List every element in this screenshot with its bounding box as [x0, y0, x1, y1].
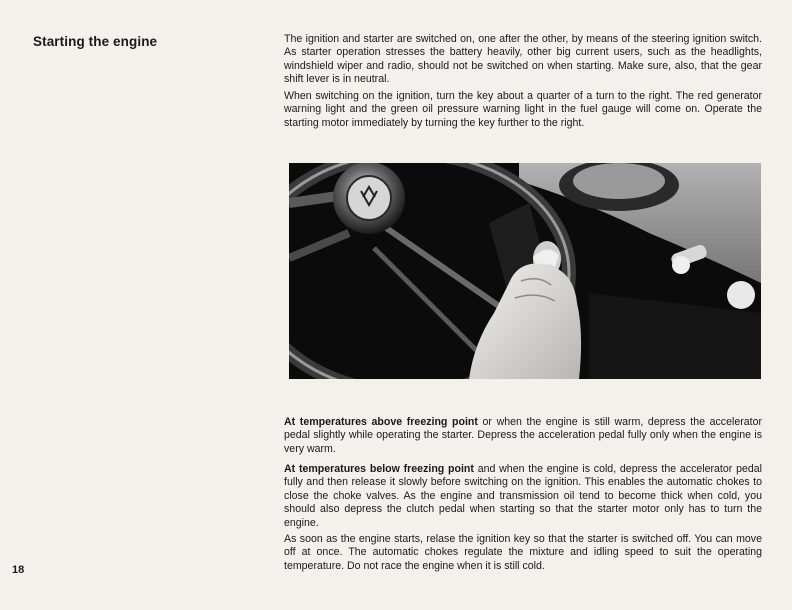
paragraph-ignition-starter: The ignition and starter are switched on, one after the other, by means of the steering ignition switch. As starter operation stresses the battery heavily, other big current users, such as the headlights, windshield wiper and radio, should not be switched on when starting. Make sure, also, that the gear shift lever is in neutral. — [284, 33, 762, 86]
section-heading: Starting the engine — [33, 34, 158, 49]
photo-ignition-key — [289, 163, 761, 379]
ignition-photo-illustration — [289, 163, 761, 379]
paragraph-above-freezing-text: or when the engine is still warm, depress the accelerator pedal slightly while operating the starter. Depress the acceleration pedal fully only when the engine is very warm. — [284, 416, 762, 455]
paragraph-below-freezing-text: and when the engine is cold, depress the accelerator pedal fully and then release it slowly before switching on the ignition. This enables the automatic chokes to close the choke valves. As the engine and transmission oil tend to become thick when cold, you should also depress the clutch pedal when starting so that the starter motor only has to turn the engine. — [284, 463, 762, 529]
paragraph-below-freezing — [284, 463, 762, 530]
bold-lead-below-freezing: At temperatures below freezing point — [284, 463, 474, 475]
paragraph-engine-starts: As soon as the engine starts, relase the ignition key so that the starter is switched off. You can move off at once. The automatic chokes regulate the mixture and idling speed to suit the operating temperature. Do not race the engine when it is still cold. — [284, 533, 762, 572]
paragraph-above-freezing — [284, 416, 762, 456]
paragraph-switching-ignition: When switching on the ignition, turn the key about a quarter of a turn to the right. The red generator warning light and the green oil pressure warning light in the fuel gauge will come on. Operate the starting motor immediately by turning the key further to the right. — [284, 90, 762, 129]
bold-lead-above-freezing: At temperatures above freezing point — [284, 416, 478, 428]
page-number: 18 — [12, 564, 25, 576]
